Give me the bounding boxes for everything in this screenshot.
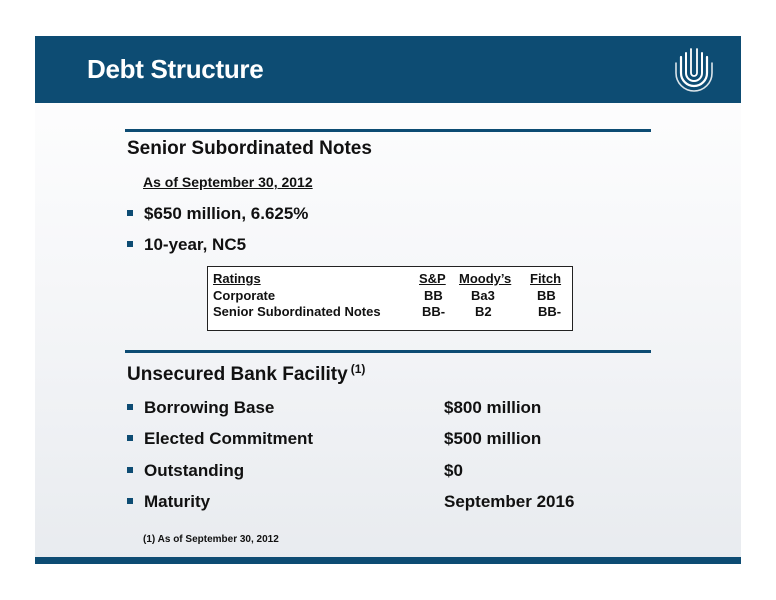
footer-bar [35,557,741,564]
moodys-header: Moody’s [459,271,512,286]
table-row-label: Corporate [213,288,276,303]
section-title-notes: Senior Subordinated Notes [127,138,372,159]
fitch-header: Fitch [530,271,562,286]
bullet-square-icon [127,498,133,504]
section-divider-bottom [125,350,651,353]
bank-item-value: September 2016 [444,492,575,511]
as-of-date: As of September 30, 2012 [143,174,313,190]
page-title: Debt Structure [87,54,264,84]
bullet-square-icon [127,241,133,247]
footnote: (1) As of September 30, 2012 [143,534,279,545]
header-bar [35,36,741,103]
bank-item-label: Elected Commitment [127,429,313,449]
notes-bullet: 10-year, NC5 [127,235,246,255]
ratings-header: Ratings [213,271,261,286]
table-row-label: Senior Subordinated Notes [213,304,381,319]
company-logo-icon [667,43,721,97]
section-title-bank: Unsecured Bank Facility $^{(1)}$ [127,362,366,385]
bank-item-value: $800 million [444,398,542,417]
bullet-square-icon [127,467,133,473]
table-cell: BB [537,288,556,303]
bank-item-label: Outstanding [127,461,244,481]
footnote-marker: (1) [350,362,366,376]
table-cell: Ba3 [471,288,495,303]
table-cell: B2 [475,304,492,319]
table-cell: BB [424,288,443,303]
bank-item-value: $0 [444,461,463,480]
ratings-table [207,266,573,331]
bank-item-label: Borrowing Base [127,398,274,418]
notes-bullet: $650 million, 6.625% [127,204,308,224]
bullet-square-icon [127,210,133,216]
table-cell: BB- [422,304,446,319]
sp-header: S&P [419,271,446,286]
bullet-square-icon [127,404,133,410]
bank-item-label: Maturity [127,492,210,512]
bank-item-value: $500 million [444,429,542,448]
section-divider-top [125,129,651,132]
table-cell: BB- [538,304,562,319]
bullet-square-icon [127,435,133,441]
